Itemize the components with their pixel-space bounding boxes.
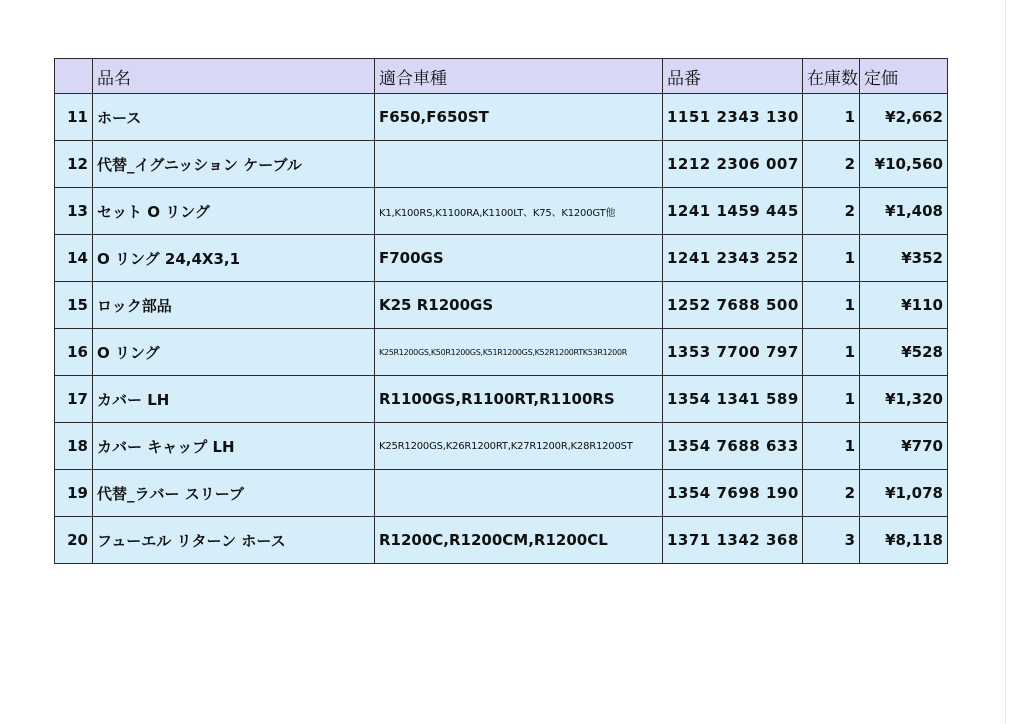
compatible-models: F700GS <box>375 235 663 282</box>
table-row <box>55 141 948 188</box>
part-number: 1241 2343 252 <box>663 235 803 282</box>
part-name: カバー キャップ LH <box>93 423 375 470</box>
list-price: ¥2,662 <box>860 94 948 141</box>
list-price: ¥1,408 <box>860 188 948 235</box>
stock-quantity: 1 <box>803 235 860 282</box>
part-number: 1212 2306 007 <box>663 141 803 188</box>
header-part-number: 品番 <box>663 59 803 94</box>
part-name: カバー LH <box>93 376 375 423</box>
part-name: ロック部品 <box>93 282 375 329</box>
stock-quantity: 1 <box>803 329 860 376</box>
row-number: 16 <box>55 329 93 376</box>
table-row <box>55 235 948 282</box>
stock-quantity: 2 <box>803 141 860 188</box>
part-number: 1354 1341 589 <box>663 376 803 423</box>
part-name: 代替_ラバー スリーブ <box>93 470 375 517</box>
list-price: ¥352 <box>860 235 948 282</box>
compatible-models: K25R1200GS,K26R1200RT,K27R1200R,K28R1200ST <box>375 423 663 470</box>
part-name: O リング 24,4X3,1 <box>93 235 375 282</box>
stock-quantity: 2 <box>803 470 860 517</box>
table-row <box>55 423 948 470</box>
table-row <box>55 188 948 235</box>
table-row <box>55 329 948 376</box>
part-number: 1354 7688 633 <box>663 423 803 470</box>
stock-quantity: 1 <box>803 376 860 423</box>
compatible-models: F650,F650ST <box>375 94 663 141</box>
row-number: 11 <box>55 94 93 141</box>
compatible-models: R1200C,R1200CM,R1200CL <box>375 517 663 564</box>
list-price: ¥110 <box>860 282 948 329</box>
list-price: ¥8,118 <box>860 517 948 564</box>
stock-quantity: 1 <box>803 94 860 141</box>
part-name: O リング <box>93 329 375 376</box>
header-part-name: 品名 <box>93 59 375 94</box>
compatible-models: K1,K100RS,K1100RA,K1100LT、K75、K1200GT他 <box>375 188 663 235</box>
header-models: 適合車種 <box>375 59 663 94</box>
page-edge-line <box>1005 0 1006 724</box>
row-number: 13 <box>55 188 93 235</box>
part-name: セット O リング <box>93 188 375 235</box>
table-row <box>55 376 948 423</box>
part-number: 1371 1342 368 <box>663 517 803 564</box>
compatible-models <box>375 141 663 188</box>
row-number: 17 <box>55 376 93 423</box>
part-number: 1241 1459 445 <box>663 188 803 235</box>
part-number: 1353 7700 797 <box>663 329 803 376</box>
list-price: ¥1,320 <box>860 376 948 423</box>
compatible-models: K25R1200GS,K50R1200GS,K51R1200GS,K52R1200RTK53R1200R <box>375 329 663 376</box>
stock-quantity: 2 <box>803 188 860 235</box>
header-stock: 在庫数 <box>803 59 860 94</box>
list-price: ¥1,078 <box>860 470 948 517</box>
header-no <box>55 59 93 94</box>
row-number: 15 <box>55 282 93 329</box>
part-number: 1151 2343 130 <box>663 94 803 141</box>
list-price: ¥10,560 <box>860 141 948 188</box>
list-price: ¥770 <box>860 423 948 470</box>
stock-quantity: 1 <box>803 423 860 470</box>
stock-quantity: 3 <box>803 517 860 564</box>
row-number: 14 <box>55 235 93 282</box>
table-header-row <box>55 59 948 94</box>
compatible-models <box>375 470 663 517</box>
list-price: ¥528 <box>860 329 948 376</box>
parts-table <box>54 58 948 564</box>
part-name: 代替_イグニッション ケーブル <box>93 141 375 188</box>
header-price: 定価 <box>860 59 948 94</box>
stock-quantity: 1 <box>803 282 860 329</box>
table-row <box>55 470 948 517</box>
row-number: 19 <box>55 470 93 517</box>
row-number: 18 <box>55 423 93 470</box>
part-number: 1354 7698 190 <box>663 470 803 517</box>
table-row <box>55 94 948 141</box>
row-number: 20 <box>55 517 93 564</box>
compatible-models: R1100GS,R1100RT,R1100RS <box>375 376 663 423</box>
part-number: 1252 7688 500 <box>663 282 803 329</box>
table-row <box>55 517 948 564</box>
row-number: 12 <box>55 141 93 188</box>
compatible-models: K25 R1200GS <box>375 282 663 329</box>
part-name: ホース <box>93 94 375 141</box>
part-name: フューエル リターン ホース <box>93 517 375 564</box>
table-row <box>55 282 948 329</box>
